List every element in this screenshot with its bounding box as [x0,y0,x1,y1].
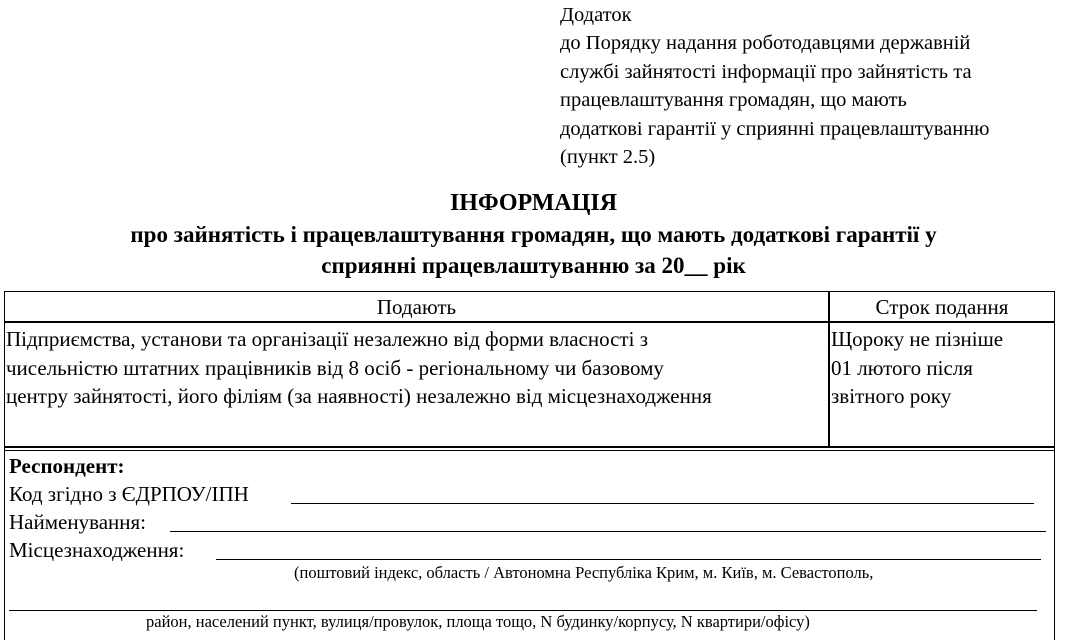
code-field[interactable] [291,503,1034,504]
header-deadline: Строк подання [875,295,1009,319]
name-field[interactable] [170,531,1046,532]
submitters-cell [6,325,828,411]
appendix-note [560,1,1065,171]
appendix-line: (пункт 2.5) [560,146,656,169]
title-subtitle-line2: сприянні працевлаштуванню за 20__ рік [321,253,746,278]
deadline-cell [831,325,1053,411]
location-field[interactable] [216,559,1041,560]
submitters-line: центру зайнятості, його філіям (за наявності) незалежно від місцезнаходження [6,384,712,408]
deadline-line: 01 лютого після [831,355,973,380]
document-title [0,188,1067,281]
location-label: Місцезнаходження: [9,538,185,562]
table-bottom-divider [5,446,1054,448]
submitters-line: Підприємства, установи та організації незалежно від форми власності з [6,327,648,351]
deadline-line: звітного року [831,384,952,408]
submission-table [4,291,1055,451]
address-field-2[interactable] [9,610,1037,611]
name-label: Найменування: [9,510,147,534]
respondent-heading: Респондент: [9,454,125,478]
code-label: Код згідно з ЄДРПОУ/ІПН [9,482,249,506]
submitters-line: чисельністю штатних працівників від 8 осіб - регіональному чи базовому [6,355,664,380]
deadline-line: Щороку не пізніше [831,327,1004,351]
title-main: ІНФОРМАЦІЯ [449,190,618,216]
title-subtitle-line1: про зайнятість і працевлаштування громадян, що мають додаткові гарантії у [130,222,937,247]
appendix-line: до Порядку надання роботодавцями державній [560,32,971,55]
header-submitters: Подають [376,295,457,319]
address-hint-1: (поштовий індекс, область / Автономна Республіка Крим, м. Київ, м. Севастополь, [294,563,874,582]
appendix-line: додаткові гарантії у сприянні працевлаштуванню [560,117,990,140]
appendix-line: працевлаштування громадян, що мають [560,89,907,112]
appendix-line: Додаток [560,4,632,26]
table-header-divider [5,321,1054,323]
address-hint-2: район, населений пункт, вулиця/провулок, площа тощо, N будинку/корпусу, N квартири/офісу) [146,612,810,631]
appendix-line: службі зайнятості інформації про зайнятість та [560,60,972,83]
